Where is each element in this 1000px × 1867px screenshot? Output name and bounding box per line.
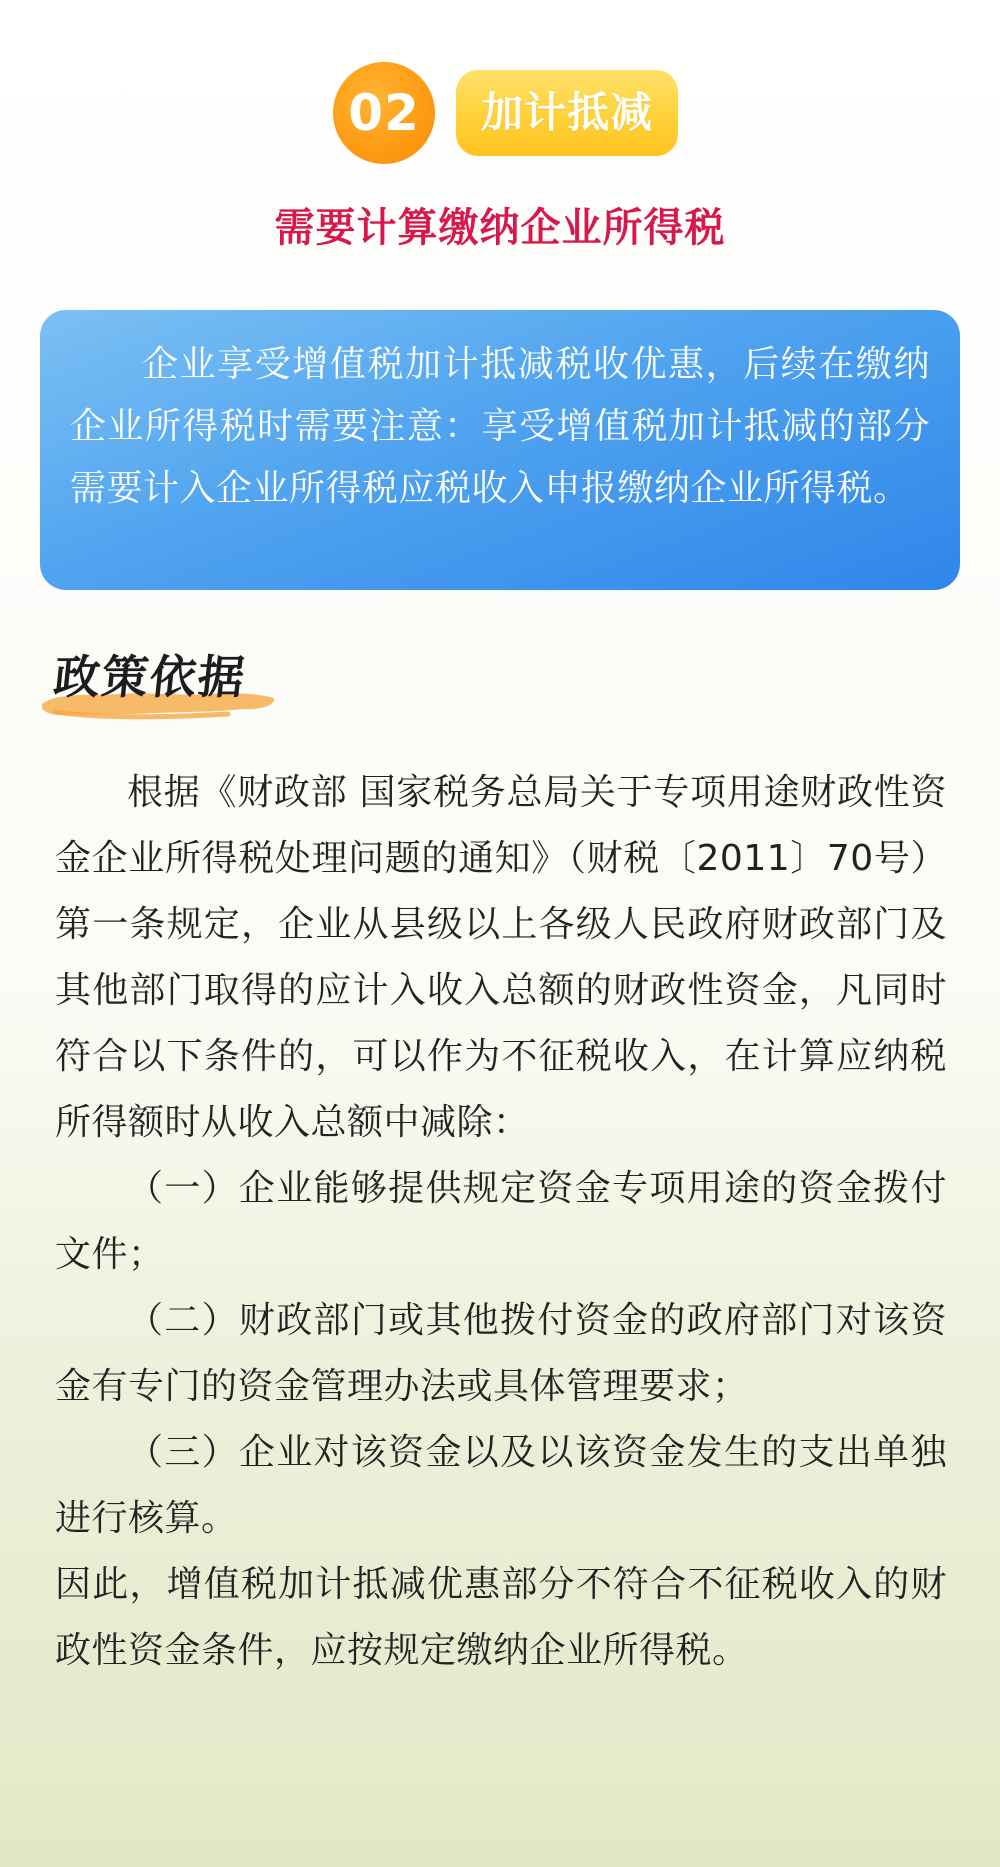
- policy-paragraph: 根据《财政部 国家税务总局关于专项用途财政性资金企业所得税处理问题的通知》（财税〔2011〕70号）第一条规定，企业从县级以上各级人民政府财政部门及其他部门取得的应计入收入总额的财政性资金，凡同时符合以下条件的，可以作为不征税收入，在计算应纳税所得额时从收入总额中减除：: [55, 772, 947, 1143]
- policy-heading: 政策依据: [51, 650, 249, 704]
- policy-paragraph: （三）企业对该资金以及以该资金发生的支出单独进行核算。: [55, 1432, 947, 1539]
- policy-paragraph: （一）企业能够提供规定资金专项用途的资金拨付文件；: [55, 1168, 947, 1275]
- section-header: [0, 62, 1000, 166]
- policy-heading-block: [38, 646, 284, 726]
- policy-body: [55, 760, 947, 1684]
- summary-text: 企业享受增值税加计抵减税收优惠，后续在缴纳企业所得税时需要注意：享受增值税加计抵减的部分需要计入企业所得税应税收入申报缴纳企业所得税。: [70, 344, 930, 509]
- policy-paragraph: （二）财政部门或其他拨付资金的政府部门对该资金有专门的资金管理办法或具体管理要求；: [55, 1300, 947, 1407]
- section-title-pill: 加计抵减: [456, 70, 678, 156]
- section-number-badge: 02: [333, 62, 435, 164]
- policy-conclusion: 因此，增值税加计抵减优惠部分不符合不征税收入的财政性资金条件，应按规定缴纳企业所得税。: [55, 1564, 947, 1671]
- summary-box: [40, 310, 960, 590]
- section-subtitle: 需要计算缴纳企业所得税: [274, 205, 726, 251]
